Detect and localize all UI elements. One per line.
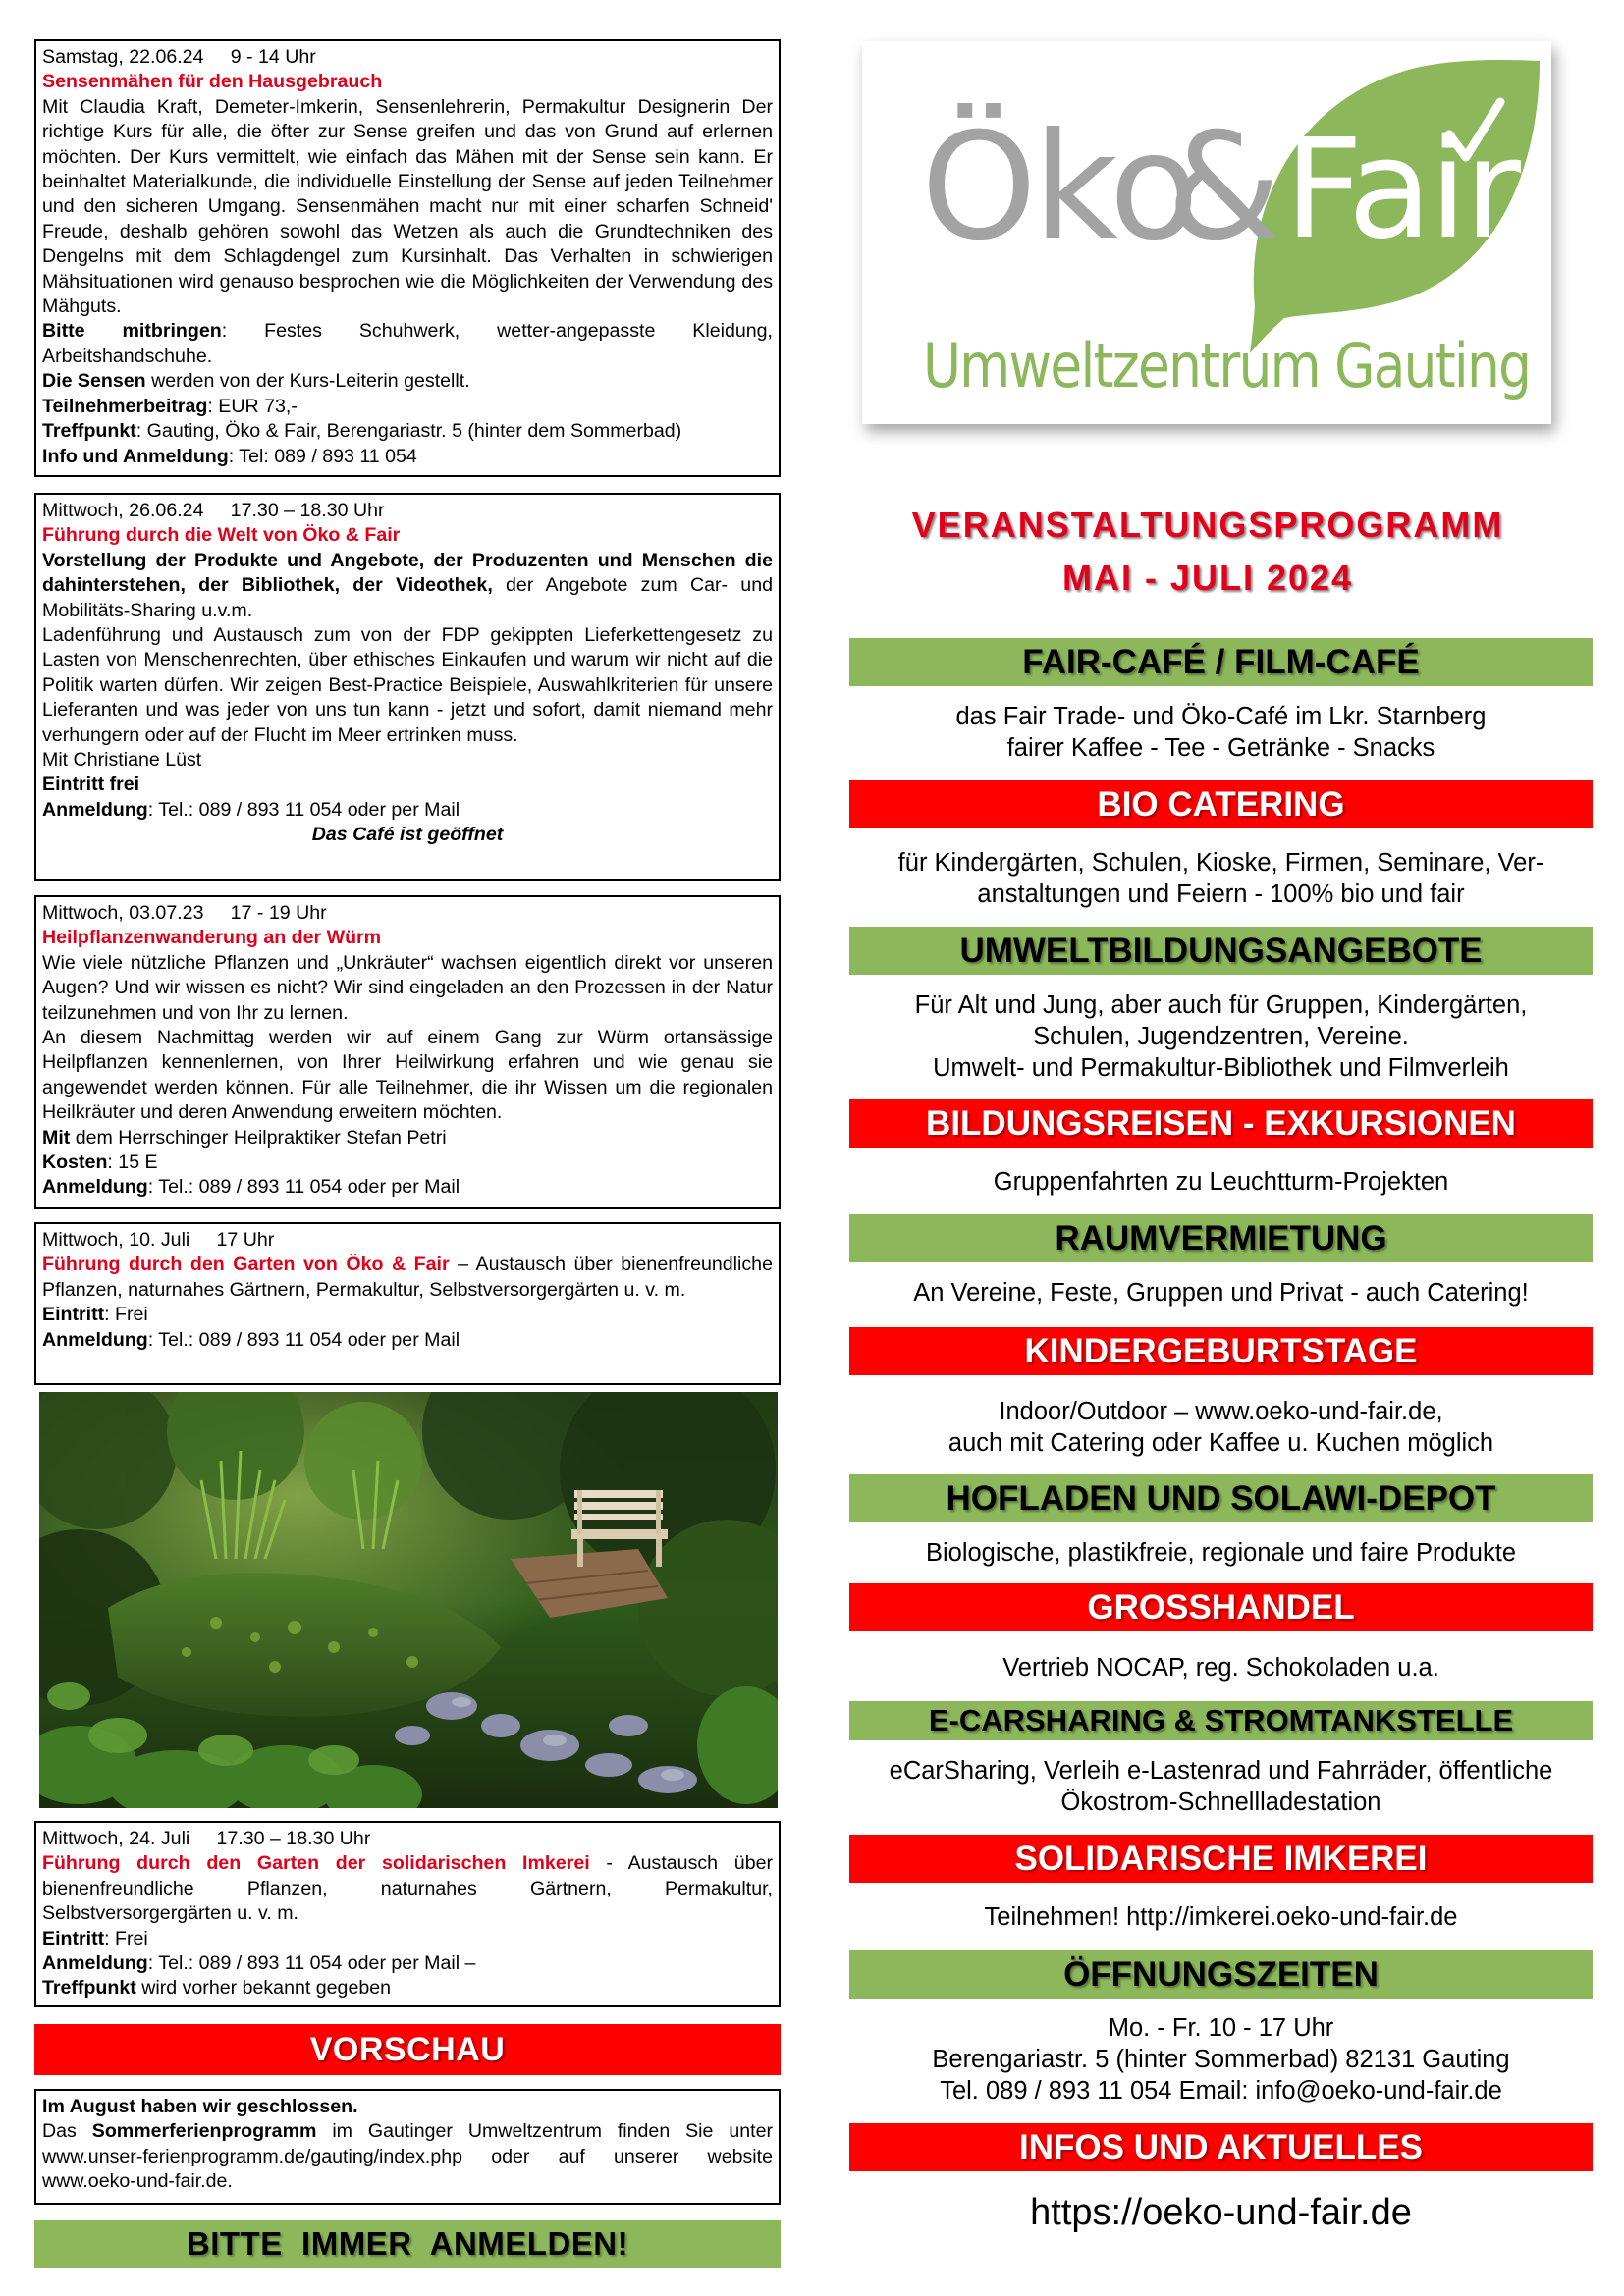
event-reg: : Tel.: 089 / 893 11 054 oder per Mail: [147, 1176, 460, 1199]
event-date: Samstag, 22.06.24 9 - 14 Uhr: [42, 46, 316, 68]
preview-program-label: Sommerferienprogramm: [91, 2120, 317, 2143]
desc-hofladen: [849, 1537, 1593, 1569]
band-raumvermietung: RAUMVERMIETUNG: [849, 1214, 1593, 1262]
event-description: Mit Claudia Kraft, Demeter-Imkerin, Sensenlehrerin, Permakultur Designerin Der richtige Kurs für alle, die öfter zur Sense greifen und das von Grund auf erlernen möchten. Der Kurs vermittelt, wie einfach das Mähen mit der Sense sein kann. Er beinhaltet Materialkunde, die individuelle Einstellung der Sense auf jeden Teilnehmer und den sicheren Umgang. Sensenmähen macht nur mit einer scharfen Schneid' Freude, deshalb gehören sowohl das Wetzen als auch die Grundtechniken des Dengelns mit dem Schlagdengel zum Kursinhalt. Das Verhalten in schwierigen Mähsituationen wird genauso besprochen wie die Möglichkeiten der Verwendung des Mähguts.: [42, 95, 773, 318]
event-bring: : Festes Schuhwerk, wetter-angepasste Kleidung, Arbeitshandschuhe.: [42, 320, 773, 367]
desc-bio-catering: [849, 847, 1593, 910]
desc-line: Tel. 089 / 893 11 054 Email: info@oeko-und-fair.de: [940, 2077, 1502, 2105]
preview-banner: VORSCHAU: [34, 2024, 781, 2075]
event-title: Führung durch den Garten der solidarischen Imkerei: [42, 1852, 590, 1875]
event-info-label: Info und Anmeldung: [42, 445, 229, 467]
event-with-label: Mit: [42, 1126, 71, 1148]
event-meet: wird vorher bekannt gegeben: [135, 1977, 392, 2000]
band-bio-catering: BIO CATERING: [849, 780, 1593, 828]
event-scythe: werden von der Kurs-Leiterin gestellt.: [145, 370, 470, 393]
preview-text-pre: Das: [42, 2120, 92, 2143]
band-bildungsreisen: BILDUNGSREISEN - EXKURSIONEN: [849, 1099, 1593, 1148]
event-date: Mittwoch, 26.06.24 17.30 – 18.30 Uhr: [42, 500, 385, 521]
preview-text: im Gautinger Umweltzentrum finden Sie unter www.unser-ferienprogramm.de/gauting/index.php oder auf unserer website www.oeko-und-fair.de.: [42, 2120, 773, 2193]
desc-line: Indoor/Outdoor – www.oeko-und-fair.de,: [999, 1398, 1443, 1425]
website-link[interactable]: https://oeko-und-fair.de: [1030, 2192, 1412, 2233]
event-reg-label: Anmeldung: [42, 1176, 148, 1199]
desc-line: Ökostrom-Schnellladestation: [1060, 1789, 1381, 1816]
band-umweltbildung: UMWELTBILDUNGSANGEBOTE: [849, 927, 1593, 975]
event-info: : Tel: 089 / 893 11 054: [228, 445, 417, 467]
desc-line: eCarSharing, Verleih e-Lastenrad und Fahrräder, öffentliche: [889, 1757, 1553, 1785]
logo-brand-right: Fair: [1284, 110, 1518, 270]
band-oeffnungszeiten: ÖFFNUNGSZEITEN: [849, 1950, 1593, 1999]
event-reg-label: Anmeldung: [42, 798, 148, 821]
event-box-sensenmaehen: [34, 39, 781, 477]
band-fair-cafe: FAIR-CAFÉ / FILM-CAFÉ: [849, 638, 1593, 686]
event-cost: : 15 E: [107, 1151, 158, 1174]
band-hofladen: HOFLADEN UND SOLAWI-DEPOT: [849, 1474, 1593, 1522]
desc-grosshandel: [849, 1652, 1593, 1683]
event-description-2: An diesem Nachmittag werden wir auf einem Gang zur Würm ortansässige Heilpflanzen kennenlernen, von Ihrer Heilwirkung erfahren und wie genau sie angewendet werden können. Für alle Teilnehmer, die ihr Wissen um die regionalen Heilkräuter und deren Anwendung erweitern möchten.: [42, 1027, 773, 1124]
logo-brand-left: Öko: [921, 102, 1196, 273]
desc-line: fairer Kaffee - Tee - Getränke - Snacks: [1006, 734, 1435, 762]
event-box-heilpflanzen: [34, 895, 781, 1209]
desc-umweltbildung: [849, 989, 1593, 1084]
desc-line: Teilnehmen! http://imkerei.oeko-und-fair.de: [984, 1903, 1458, 1931]
event-fee-label: Teilnehmerbeitrag: [42, 395, 208, 417]
event-scythe-label: Die Sensen: [42, 370, 146, 393]
event-title: Heilpflanzenwanderung an der Würm: [42, 927, 382, 949]
desc-line: Mo. - Fr. 10 - 17 Uhr: [1108, 2014, 1334, 2042]
event-bold-intro: Vorstellung der Produkte und Angebote, der Produzenten und Menschen die dahinterstehen, der Bibliothek, der Videothek,: [42, 549, 773, 597]
register-banner: BITTE IMMER ANMELDEN!: [34, 2220, 781, 2268]
event-description: Ladenführung und Austausch zum von der FDP gekippten Lieferkettengesetz zu Lasten von Menschenrechten, über ethisches Einkaufen und warum wir nicht auf die Politik warten dürfen. Wir zeigen Best-Practice Beispiele, Auswahlkriterien für unsere Lieferanten und was jeder von uns tun kann - jetzt und sofort, damit niemand mehr verhungern oder auf der Flucht im Meer ertrinken muss.: [42, 624, 773, 746]
event-box-fuehrung-welt: [34, 493, 781, 881]
event-box-imkerei: [34, 1821, 781, 2007]
event-meet-label: Treffpunkt: [42, 1977, 136, 2000]
desc-line: das Fair Trade- und Öko-Café im Lkr. Starnberg: [955, 703, 1487, 730]
desc-line: An Vereine, Feste, Gruppen und Privat - auch Catering!: [913, 1279, 1529, 1307]
logo-subtitle: Umweltzentrum Gauting: [923, 330, 1531, 401]
event-reg: : Tel.: 089 / 893 11 054 oder per Mail: [147, 798, 460, 821]
event-fee: : EUR 73,-: [207, 395, 298, 417]
event-reg-label: Anmeldung: [42, 1328, 148, 1351]
desc-line: Gruppenfahrten zu Leuchtturm-Projekten: [993, 1168, 1449, 1196]
event-box-gartenfuehrung: [34, 1222, 781, 1385]
logo-ampersand: &: [1166, 102, 1281, 273]
event-title: Führung durch den Garten von Öko & Fair: [42, 1254, 450, 1276]
event-meet-label: Treffpunkt: [42, 420, 136, 443]
event-meet: : Gauting, Öko & Fair, Berengariastr. 5 (hinter dem Sommerbad): [135, 420, 682, 443]
event-description: – Austausch über bienenfreundliche Pflanzen, naturnahes Gärtnern, Permakultur, Selbstversorgergärten u. v. m.: [42, 1254, 773, 1301]
event-entry: : Frei: [104, 1927, 148, 1949]
desc-line: anstaltungen und Feiern - 100% bio und fair: [977, 881, 1465, 908]
event-description: - Austausch über bienenfreundliche Pflanzen, naturnahes Gärtnern, Permakultur, Selbstversorgergärten u. v. m.: [42, 1852, 774, 1925]
desc-line: für Kindergärten, Schulen, Kioske, Firmen, Seminare, Ver-: [897, 849, 1544, 877]
event-entry-label: Eintritt: [42, 1304, 105, 1326]
desc-line: Für Alt und Jung, aber auch für Gruppen, Kindergärten,: [914, 991, 1528, 1019]
program-title-line1: VERANSTALTUNGSPROGRAMM: [911, 505, 1504, 545]
event-date: Mittwoch, 24. Juli 17.30 – 18.30 Uhr: [42, 1828, 371, 1849]
event-intro-rest: der Angebote zum Car- und Mobilitäts-Sharing u.v.m.: [42, 574, 773, 621]
preview-closed: Im August haben wir geschlossen.: [42, 2096, 358, 2117]
desc-fair-cafe: [849, 701, 1593, 764]
event-reg: : Tel.: 089 / 893 11 054 oder per Mail –: [147, 1952, 476, 1975]
band-infos: INFOS UND AKTUELLES: [849, 2123, 1593, 2171]
desc-bildungsreisen: [849, 1166, 1593, 1198]
logo-card: [862, 41, 1551, 424]
event-date: Mittwoch, 03.07.23 17 - 19 Uhr: [42, 902, 327, 924]
desc-carsharing: [849, 1755, 1593, 1818]
desc-oeffnungszeiten: [849, 2012, 1593, 2107]
band-imkerei: SOLIDARISCHE IMKEREI: [849, 1835, 1593, 1883]
event-description: Wie viele nützliche Pflanzen und „Unkräuter“ wachsen eigentlich direkt vor unseren Augen? Und wir wissen es nicht? Wir sind eingeladen an den Prozessen in der Natur teilzunehmen und von Ihr zu lernen.: [42, 951, 773, 1024]
band-kindergeburtstage: KINDERGEBURTSTAGE: [849, 1327, 1593, 1375]
event-reg: : Tel.: 089 / 893 11 054 oder per Mail: [147, 1328, 460, 1351]
desc-line: Schulen, Jugendzentren, Vereine.: [1033, 1023, 1409, 1050]
desc-line: Umwelt- und Permakultur-Bibliothek und Filmverleih: [933, 1054, 1509, 1082]
desc-line: Berengariastr. 5 (hinter Sommerbad) 82131 Gauting: [932, 2046, 1510, 2073]
desc-kindergeburtstage: [849, 1396, 1593, 1459]
desc-raumvermietung: [849, 1277, 1593, 1308]
desc-line: auch mit Catering oder Kaffee u. Kuchen möglich: [947, 1429, 1494, 1457]
event-cost-label: Kosten: [42, 1151, 108, 1174]
event-entry-label: Eintritt: [42, 1927, 105, 1949]
event-cafe-note: Das Café ist geöffnet: [311, 824, 504, 846]
garden-photo: [39, 1392, 778, 1808]
event-title: Führung durch die Welt von Öko & Fair: [42, 524, 401, 547]
event-entry: Eintritt frei: [42, 774, 140, 796]
desc-line: Biologische, plastikfreie, regionale und faire Produkte: [925, 1539, 1517, 1567]
preview-box: [34, 2089, 781, 2205]
band-grosshandel: GROSSHANDEL: [849, 1583, 1593, 1631]
event-date: Mittwoch, 10. Juli 17 Uhr: [42, 1229, 275, 1251]
event-with: dem Herrschinger Heilpraktiker Stefan Petri: [70, 1126, 447, 1148]
event-reg-label: Anmeldung: [42, 1952, 148, 1975]
event-entry: : Frei: [104, 1304, 148, 1326]
event-bring-label: Bitte mitbringen: [42, 320, 222, 343]
program-title-line2: MAI - JULI 2024: [1061, 558, 1354, 598]
event-title: Sensenmähen für den Hausgebrauch: [42, 71, 383, 93]
desc-line: Vertrieb NOCAP, reg. Schokoladen u.a.: [1002, 1654, 1439, 1682]
event-with: Mit Christiane Lüst: [42, 749, 202, 772]
band-carsharing: E-CARSHARING & STROMTANKSTELLE: [849, 1701, 1593, 1740]
desc-imkerei: [849, 1901, 1593, 1933]
